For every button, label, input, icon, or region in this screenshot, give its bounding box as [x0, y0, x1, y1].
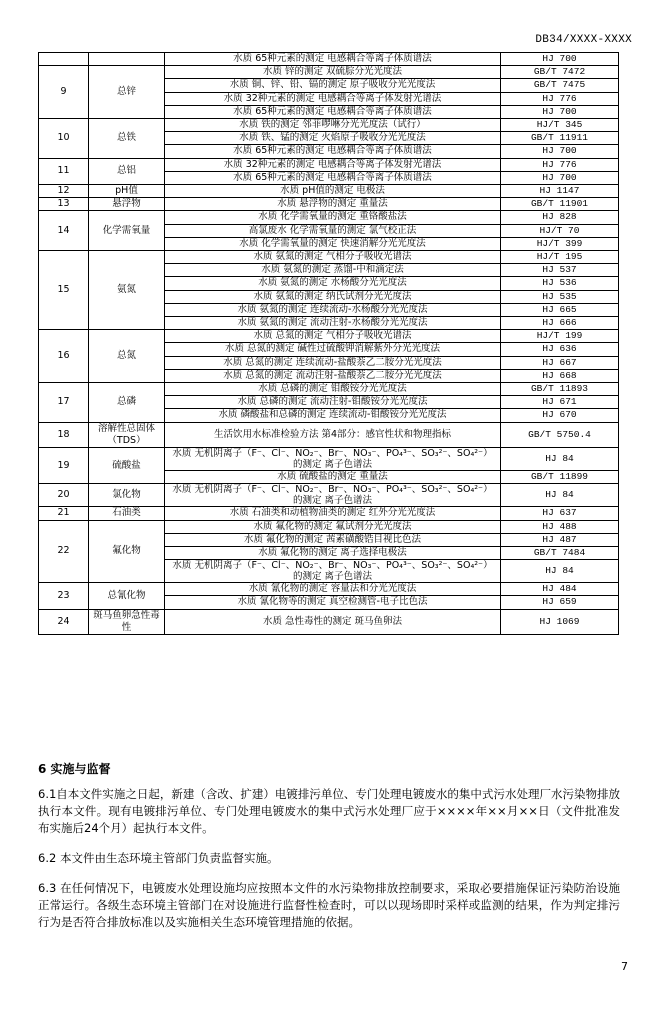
method-name-cell: 水质 65种元素的测定 电感耦合等离子体质谱法: [165, 171, 501, 184]
method-name-cell: 水质 总氮的测定 流动注射-盐酸萘乙二胺分光光度法: [165, 369, 501, 382]
table-row: [39, 383, 619, 396]
standard-number-cell: HJ 84: [501, 484, 619, 507]
item-number-cell: 15: [39, 251, 89, 330]
pollutant-item-cell: 总锌: [89, 66, 165, 119]
pollutant-item-cell: pH值: [89, 185, 165, 198]
method-name-cell: 水质 铜、锌、铅、镉的测定 原子吸收分光光度法: [165, 79, 501, 92]
standard-number-cell: GB/T 11899: [501, 471, 619, 484]
standard-number-cell: HJ 776: [501, 92, 619, 105]
method-name-cell: 水质 锌的测定 双硫腙分光光度法: [165, 66, 501, 79]
method-name-cell: 水质 32种元素的测定 电感耦合等离子体发射光谱法: [165, 92, 501, 105]
method-name-cell: 水质 氨氮的测定 连续流动-水杨酸分光光度法: [165, 303, 501, 316]
paragraph-6-2: 6.2 本文件由生态环境主管部门负责监督实施。: [38, 851, 279, 865]
standard-number-cell: HJ/T 345: [501, 119, 619, 132]
method-name-cell: 水质 化学需氧量的测定 重铬酸盐法: [165, 211, 501, 224]
standard-number-cell: HJ 84: [501, 448, 619, 471]
method-name-cell: 水质 65种元素的测定 电感耦合等离子体质谱法: [165, 145, 501, 158]
item-number-cell: 21: [39, 507, 89, 520]
standard-number-cell: HJ 537: [501, 264, 619, 277]
paragraph-6-1: 6.1自本文件实施之日起，新建（含改、扩建）电镀排污单位、专门处理电镀废水的集中式污水处理厂水污染物排放执行本文件。现有电镀排污单位、专门处理电镀废水的集中式污水处理厂应于××××年××月××日（文件批准发布实施后24个月）起执行本文件。: [38, 787, 620, 835]
standard-number-cell: HJ 636: [501, 343, 619, 356]
item-number-cell: 9: [39, 66, 89, 119]
paragraph-6-3: 6.3 在任何情况下，电镀废水处理设施均应按照本文件的水污染物排放控制要求，采取必要措施保证污染防治设施正常运行。各级生态环境主管部门在对设施进行监督性检查时，可以以现场即时采样或监测的结果，作为判定排污行为是否符合排放标准以及实施相关生态环境管理措施的依据。: [38, 881, 620, 929]
standard-number-cell: HJ/T 70: [501, 224, 619, 237]
standard-number-cell: HJ 700: [501, 53, 619, 66]
standard-number-cell: HJ 700: [501, 171, 619, 184]
item-number-cell: 14: [39, 211, 89, 251]
standard-number-cell: HJ 1069: [501, 609, 619, 634]
document-code: DB34/XXXX-XXXX: [535, 34, 632, 46]
method-name-cell: 水质 无机阴离子（F⁻、Cl⁻、NO₂⁻、Br⁻、NO₃⁻、PO₄³⁻、SO₃²⁻、SO₄²⁻）的测定 离子色谱法: [165, 484, 501, 507]
item-number-cell: [39, 53, 89, 66]
method-name-cell: 水质 氨氮的测定 蒸馏-中和滴定法: [165, 264, 501, 277]
table-row: [39, 158, 619, 171]
table-row: [39, 66, 619, 79]
method-name-cell: 水质 无机阴离子（F⁻、Cl⁻、NO₂⁻、Br⁻、NO₃⁻、PO₄³⁻、SO₃²⁻、SO₄²⁻）的测定 离子色谱法: [165, 560, 501, 583]
item-number-cell: 23: [39, 583, 89, 609]
method-name-cell: 水质 pH值的测定 电极法: [165, 185, 501, 198]
table-row: [39, 211, 619, 224]
standard-number-cell: HJ 700: [501, 105, 619, 118]
table-body: [39, 53, 619, 635]
pollutant-item-cell: 斑马鱼卵急性毒性: [89, 609, 165, 634]
item-number-cell: 12: [39, 185, 89, 198]
standard-number-cell: GB/T 11901: [501, 198, 619, 211]
table-row: [39, 119, 619, 132]
standard-number-cell: GB/T 7475: [501, 79, 619, 92]
method-name-cell: 水质 65种元素的测定 电感耦合等离子体质谱法: [165, 105, 501, 118]
standard-number-cell: HJ 535: [501, 290, 619, 303]
table-row: [39, 422, 619, 447]
method-name-cell: 水质 氨氮的测定 水杨酸分光光度法: [165, 277, 501, 290]
table-row: [39, 583, 619, 596]
standard-number-cell: GB/T 7472: [501, 66, 619, 79]
pollutant-item-cell: [89, 53, 165, 66]
table-row: [39, 198, 619, 211]
table-row: [39, 53, 619, 66]
page-number: 7: [621, 960, 628, 973]
pollutant-item-cell: 总铁: [89, 119, 165, 159]
method-name-cell: 水质 氰化物的测定 容量法和分光光度法: [165, 583, 501, 596]
standard-number-cell: HJ 84: [501, 560, 619, 583]
standard-number-cell: HJ/T 195: [501, 251, 619, 264]
test-method-table: [38, 52, 619, 635]
method-name-cell: 水质 总磷的测定 钼酸铵分光光度法: [165, 383, 501, 396]
standard-number-cell: HJ 487: [501, 533, 619, 546]
standard-number-cell: HJ 536: [501, 277, 619, 290]
table-row: [39, 251, 619, 264]
method-name-cell: 水质 氟化物的测定 茜素磺酸锆目视比色法: [165, 533, 501, 546]
method-name-cell: 水质 磷酸盐和总磷的测定 连续流动-钼酸铵分光光度法: [165, 409, 501, 422]
standard-number-cell: GB/T 5750.4: [501, 422, 619, 447]
standard-number-cell: HJ 637: [501, 507, 619, 520]
method-name-cell: 水质 石油类和动植物油类的测定 红外分光光度法: [165, 507, 501, 520]
method-name-cell: 水质 氨氮的测定 气相分子吸收光谱法: [165, 251, 501, 264]
table-row: [39, 520, 619, 533]
pollutant-item-cell: 溶解性总固体（TDS）: [89, 422, 165, 447]
standard-number-cell: HJ 828: [501, 211, 619, 224]
table-row: [39, 448, 619, 471]
item-number-cell: 17: [39, 383, 89, 423]
standard-number-cell: HJ 488: [501, 520, 619, 533]
pollutant-item-cell: 氨氮: [89, 251, 165, 330]
method-name-cell: 水质 无机阴离子（F⁻、Cl⁻、NO₂⁻、Br⁻、NO₃⁻、PO₄³⁻、SO₃²⁻、SO₄²⁻）的测定 离子色谱法: [165, 448, 501, 471]
method-name-cell: 水质 65种元素的测定 电感耦合等离子体质谱法: [165, 53, 501, 66]
standard-number-cell: HJ/T 399: [501, 237, 619, 250]
method-name-cell: 水质 铁的测定 邻菲啰啉分光光度法（试行）: [165, 119, 501, 132]
method-name-cell: 高氯废水 化学需氧量的测定 氯气校正法: [165, 224, 501, 237]
table-row: [39, 484, 619, 507]
section-heading: 6 实施与监督: [38, 762, 111, 776]
method-name-cell: 水质 硫酸盐的测定 重量法: [165, 471, 501, 484]
pollutant-item-cell: 总氰化物: [89, 583, 165, 609]
standard-number-cell: HJ 671: [501, 396, 619, 409]
method-name-cell: 水质 铁、锰的测定 火焰原子吸收分光光度法: [165, 132, 501, 145]
method-name-cell: 水质 氨氮的测定 流动注射-水杨酸分光光度法: [165, 317, 501, 330]
method-name-cell: 水质 氟化物的测定 氟试剂分光光度法: [165, 520, 501, 533]
method-name-cell: 水质 氰化物等的测定 真空检测管-电子比色法: [165, 596, 501, 609]
pollutant-item-cell: 悬浮物: [89, 198, 165, 211]
table-row: [39, 507, 619, 520]
standard-number-cell: GB/T 11893: [501, 383, 619, 396]
method-name-cell: 水质 悬浮物的测定 重量法: [165, 198, 501, 211]
method-name-cell: 水质 总氮的测定 碱性过硫酸钾消解紫外分光光度法: [165, 343, 501, 356]
pollutant-item-cell: 氯化物: [89, 484, 165, 507]
item-number-cell: 18: [39, 422, 89, 447]
standard-number-cell: GB/T 7484: [501, 546, 619, 559]
table-row: [39, 609, 619, 634]
method-name-cell: 水质 化学需氧量的测定 快速消解分光光度法: [165, 237, 501, 250]
standard-number-cell: HJ 670: [501, 409, 619, 422]
pollutant-item-cell: 硫酸盐: [89, 448, 165, 484]
item-number-cell: 24: [39, 609, 89, 634]
item-number-cell: 19: [39, 448, 89, 484]
standard-number-cell: HJ 667: [501, 356, 619, 369]
method-name-cell: 水质 总氮的测定 气相分子吸收光谱法: [165, 330, 501, 343]
item-number-cell: 10: [39, 119, 89, 159]
method-name-cell: 生活饮用水标准检验方法 第4部分：感官性状和物理指标: [165, 422, 501, 447]
standard-number-cell: HJ 776: [501, 158, 619, 171]
standard-number-cell: HJ 666: [501, 317, 619, 330]
standard-number-cell: HJ 659: [501, 596, 619, 609]
standard-number-cell: GB/T 11911: [501, 132, 619, 145]
standard-number-cell: HJ 484: [501, 583, 619, 596]
pollutant-item-cell: 总磷: [89, 383, 165, 423]
standard-number-cell: HJ 1147: [501, 185, 619, 198]
item-number-cell: 22: [39, 520, 89, 583]
standard-number-cell: HJ 700: [501, 145, 619, 158]
item-number-cell: 13: [39, 198, 89, 211]
method-name-cell: 水质 总氮的测定 连续流动-盐酸萘乙二胺分光光度法: [165, 356, 501, 369]
method-name-cell: 水质 32种元素的测定 电感耦合等离子体发射光谱法: [165, 158, 501, 171]
pollutant-item-cell: 化学需氧量: [89, 211, 165, 251]
pollutant-item-cell: 氟化物: [89, 520, 165, 583]
table-row: [39, 330, 619, 343]
standard-number-cell: HJ 668: [501, 369, 619, 382]
method-name-cell: 水质 氨氮的测定 纳氏试剂分光光度法: [165, 290, 501, 303]
pollutant-item-cell: 总氮: [89, 330, 165, 383]
standard-number-cell: HJ 665: [501, 303, 619, 316]
item-number-cell: 20: [39, 484, 89, 507]
pollutant-item-cell: 总铝: [89, 158, 165, 184]
standard-number-cell: HJ/T 199: [501, 330, 619, 343]
item-number-cell: 16: [39, 330, 89, 383]
pollutant-item-cell: 石油类: [89, 507, 165, 520]
method-name-cell: 水质 氟化物的测定 离子选择电极法: [165, 546, 501, 559]
method-name-cell: 水质 总磷的测定 流动注射-钼酸铵分光光度法: [165, 396, 501, 409]
item-number-cell: 11: [39, 158, 89, 184]
method-name-cell: 水质 急性毒性的测定 斑马鱼卵法: [165, 609, 501, 634]
table-row: [39, 185, 619, 198]
